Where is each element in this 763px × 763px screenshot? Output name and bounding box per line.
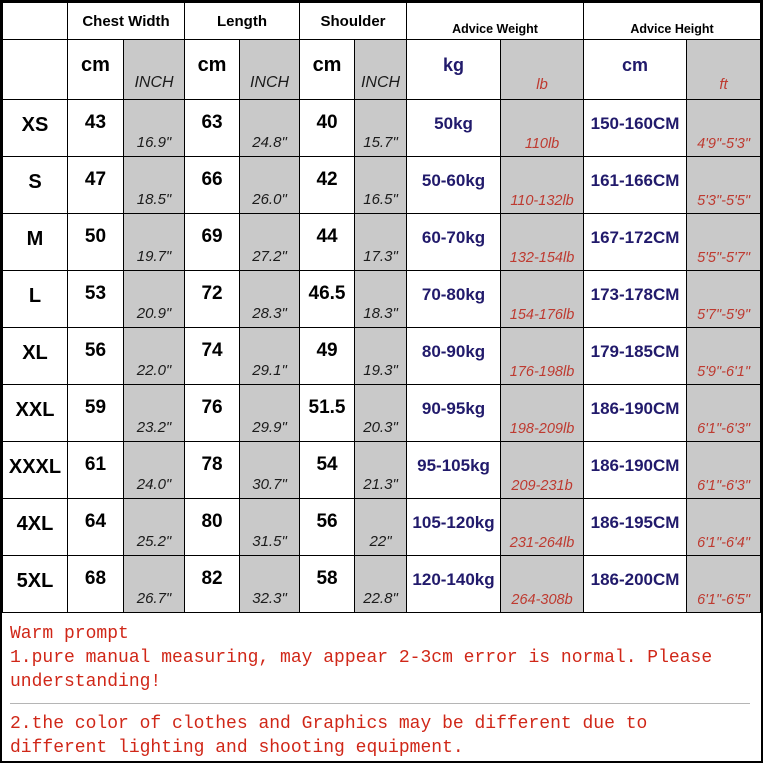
length-inch-value: 29.9" <box>240 385 300 442</box>
length-inch-value: 28.3" <box>240 271 300 328</box>
length-cm-value: 82 <box>185 556 240 613</box>
shoulder-cm-value: 42 <box>300 157 355 214</box>
shoulder-inch-value: 16.5" <box>355 157 407 214</box>
height-ft-value: 6'1"-6'3" <box>687 385 761 442</box>
header-height-cm: cm <box>584 40 687 100</box>
length-inch-value: 24.8" <box>240 100 300 157</box>
table-row <box>3 556 761 613</box>
header-shoulder: Shoulder <box>300 3 407 40</box>
weight-lb-value: 176-198lb <box>501 328 584 385</box>
chest-inch-value: 22.0" <box>124 328 185 385</box>
chest-cm-value: 53 <box>68 271 124 328</box>
table-row <box>3 499 761 556</box>
shoulder-inch-value: 22" <box>355 499 407 556</box>
note-measuring-error: 1.pure manual measuring, may appear 2-3cm error is normal. Please understanding! <box>10 648 713 692</box>
chest-inch-value: 25.2" <box>124 499 185 556</box>
chest-cm-value: 56 <box>68 328 124 385</box>
header-length-cm: cm <box>185 40 240 100</box>
height-ft-value: 5'7"-5'9" <box>687 271 761 328</box>
size-label: XS <box>3 100 68 157</box>
height-cm-value: 186-200CM <box>584 556 687 613</box>
shoulder-cm-value: 40 <box>300 100 355 157</box>
size-label: S <box>3 157 68 214</box>
shoulder-inch-value: 18.3" <box>355 271 407 328</box>
header-length: Length <box>185 3 300 40</box>
size-label: 5XL <box>3 556 68 613</box>
height-ft-value: 5'3"-5'5" <box>687 157 761 214</box>
chest-inch-value: 23.2" <box>124 385 185 442</box>
length-inch-value: 27.2" <box>240 214 300 271</box>
chest-inch-value: 19.7" <box>124 214 185 271</box>
header-shoulder-inch: INCH <box>355 40 407 100</box>
height-ft-value: 5'5"-5'7" <box>687 214 761 271</box>
chest-inch-value: 20.9" <box>124 271 185 328</box>
weight-kg-value: 50-60kg <box>407 157 501 214</box>
chest-cm-value: 59 <box>68 385 124 442</box>
header-chest-inch: INCH <box>124 40 185 100</box>
shoulder-inch-value: 22.8" <box>355 556 407 613</box>
warm-prompt-title: Warm prompt <box>10 624 129 644</box>
weight-lb-value: 198-209lb <box>501 385 584 442</box>
weight-kg-value: 60-70kg <box>407 214 501 271</box>
shoulder-inch-value: 19.3" <box>355 328 407 385</box>
shoulder-inch-value: 17.3" <box>355 214 407 271</box>
size-label: M <box>3 214 68 271</box>
table-row <box>3 328 761 385</box>
header-unit-row <box>3 40 761 100</box>
weight-lb-value: 110lb <box>501 100 584 157</box>
height-cm-value: 150-160CM <box>584 100 687 157</box>
chest-inch-value: 26.7" <box>124 556 185 613</box>
height-cm-value: 161-166CM <box>584 157 687 214</box>
length-cm-value: 78 <box>185 442 240 499</box>
length-inch-value: 32.3" <box>240 556 300 613</box>
length-inch-value: 31.5" <box>240 499 300 556</box>
length-cm-value: 80 <box>185 499 240 556</box>
header-weight-lb: lb <box>501 40 584 100</box>
size-chart-table <box>2 2 761 613</box>
header-advice-weight: Advice Weight <box>407 3 584 40</box>
height-ft-value: 6'1"-6'3" <box>687 442 761 499</box>
shoulder-cm-value: 49 <box>300 328 355 385</box>
length-cm-value: 72 <box>185 271 240 328</box>
chest-cm-value: 68 <box>68 556 124 613</box>
length-inch-value: 30.7" <box>240 442 300 499</box>
weight-kg-value: 80-90kg <box>407 328 501 385</box>
chest-inch-value: 24.0" <box>124 442 185 499</box>
length-cm-value: 76 <box>185 385 240 442</box>
shoulder-cm-value: 58 <box>300 556 355 613</box>
table-row <box>3 157 761 214</box>
corner-cell <box>3 40 68 100</box>
weight-kg-value: 90-95kg <box>407 385 501 442</box>
table-row <box>3 271 761 328</box>
length-inch-value: 29.1" <box>240 328 300 385</box>
header-height-ft: ft <box>687 40 761 100</box>
table-body <box>3 100 761 613</box>
chest-cm-value: 64 <box>68 499 124 556</box>
table-row <box>3 100 761 157</box>
shoulder-cm-value: 51.5 <box>300 385 355 442</box>
length-cm-value: 63 <box>185 100 240 157</box>
size-label: L <box>3 271 68 328</box>
header-chest-width: Chest Width <box>68 3 185 40</box>
length-cm-value: 69 <box>185 214 240 271</box>
shoulder-cm-value: 44 <box>300 214 355 271</box>
chest-cm-value: 47 <box>68 157 124 214</box>
weight-lb-value: 132-154lb <box>501 214 584 271</box>
chest-cm-value: 43 <box>68 100 124 157</box>
shoulder-cm-value: 56 <box>300 499 355 556</box>
height-cm-value: 186-190CM <box>584 385 687 442</box>
length-cm-value: 74 <box>185 328 240 385</box>
warm-prompt-section <box>2 613 756 763</box>
height-ft-value: 5'9"-6'1" <box>687 328 761 385</box>
header-chest-cm: cm <box>68 40 124 100</box>
size-label: XXXL <box>3 442 68 499</box>
size-label: XXL <box>3 385 68 442</box>
shoulder-cm-value: 54 <box>300 442 355 499</box>
chest-inch-value: 18.5" <box>124 157 185 214</box>
corner-cell <box>3 3 68 40</box>
length-cm-value: 66 <box>185 157 240 214</box>
table-row <box>3 442 761 499</box>
size-label: 4XL <box>3 499 68 556</box>
header-advice-height: Advice Height <box>584 3 761 40</box>
weight-lb-value: 110-132lb <box>501 157 584 214</box>
header-weight-kg: kg <box>407 40 501 100</box>
weight-lb-value: 209-231b <box>501 442 584 499</box>
weight-lb-value: 264-308b <box>501 556 584 613</box>
weight-lb-value: 231-264lb <box>501 499 584 556</box>
header-shoulder-cm: cm <box>300 40 355 100</box>
chest-cm-value: 50 <box>68 214 124 271</box>
height-ft-value: 4'9"-5'3" <box>687 100 761 157</box>
weight-kg-value: 105-120kg <box>407 499 501 556</box>
note-color-difference: 2.the color of clothes and Graphics may be different due to different lighting and shooting equipment. <box>10 703 750 760</box>
chest-inch-value: 16.9" <box>124 100 185 157</box>
length-inch-value: 26.0" <box>240 157 300 214</box>
height-cm-value: 186-190CM <box>584 442 687 499</box>
height-ft-value: 6'1"-6'4" <box>687 499 761 556</box>
shoulder-inch-value: 15.7" <box>355 100 407 157</box>
table-row <box>3 385 761 442</box>
height-cm-value: 186-195CM <box>584 499 687 556</box>
chest-cm-value: 61 <box>68 442 124 499</box>
height-ft-value: 6'1"-6'5" <box>687 556 761 613</box>
table-row <box>3 214 761 271</box>
shoulder-inch-value: 20.3" <box>355 385 407 442</box>
height-cm-value: 167-172CM <box>584 214 687 271</box>
height-cm-value: 179-185CM <box>584 328 687 385</box>
header-group-row <box>3 3 761 40</box>
weight-lb-value: 154-176lb <box>501 271 584 328</box>
weight-kg-value: 70-80kg <box>407 271 501 328</box>
shoulder-inch-value: 21.3" <box>355 442 407 499</box>
weight-kg-value: 95-105kg <box>407 442 501 499</box>
weight-kg-value: 120-140kg <box>407 556 501 613</box>
weight-kg-value: 50kg <box>407 100 501 157</box>
size-label: XL <box>3 328 68 385</box>
shoulder-cm-value: 46.5 <box>300 271 355 328</box>
height-cm-value: 173-178CM <box>584 271 687 328</box>
header-length-inch: INCH <box>240 40 300 100</box>
